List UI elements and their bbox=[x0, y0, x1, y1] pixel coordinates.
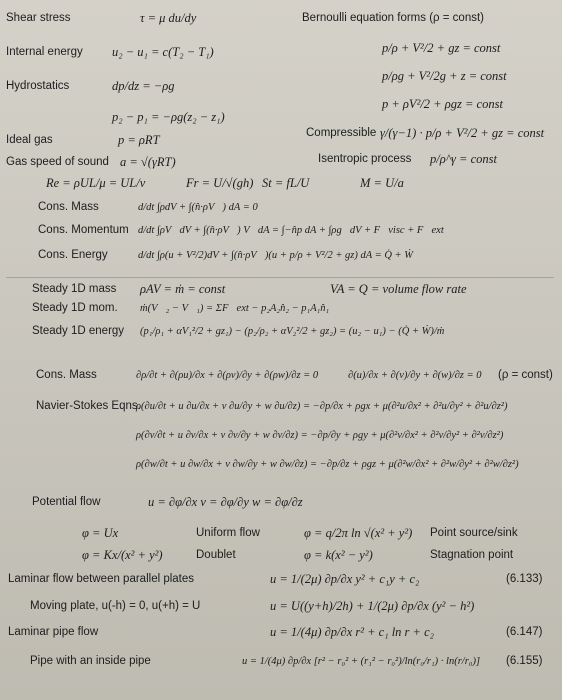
pipe-flow-label: Laminar pipe flow bbox=[8, 626, 99, 638]
annulus-formula: u = 1/(4μ) ∂p/∂x [r² − r₀² + (r₁² − r₀²)/ln(r₀/r₁) · ln(r/r₀)] bbox=[242, 656, 481, 667]
moving-plate-label: Moving plate, u(-h) = 0, u(+h) = U bbox=[30, 600, 201, 612]
navier-stokes-z: ρ(∂w/∂t + u ∂w/∂x + v ∂w/∂y + w ∂w/∂z) = −∂p/∂z + ρgz + μ(∂²w/∂x² + ∂²w/∂y² + ∂²w/∂z²) bbox=[136, 459, 519, 470]
bernoulli-form-3: p + ρV²/2 + ρgz = const bbox=[382, 97, 503, 111]
annulus-ref: (6.155) bbox=[506, 655, 543, 667]
stagnation-formula: φ = k(x² − y²) bbox=[304, 548, 373, 562]
parallel-plates-ref: (6.133) bbox=[506, 573, 543, 585]
cons-momentum-formula: d/dt ∫ρV⃗dV + ∫(n̂·ρV⃗) V⃗dA = ∫−n̂p dA + ∫ρg⃗dV + F⃗visc + F⃗ext bbox=[138, 225, 444, 236]
continuity-compressible: ∂ρ/∂t + ∂(ρu)/∂x + ∂(ρv)/∂y + ∂(ρw)/∂z = 0 bbox=[136, 370, 319, 381]
hydrostatics-formula: dp/dz = −ρg bbox=[112, 79, 175, 93]
speed-of-sound-formula: a = √(γRT) bbox=[120, 155, 176, 169]
bernoulli-form-1: p/ρ + V²/2 + gz = const bbox=[382, 41, 501, 55]
pipe-flow-formula: u = 1/(4μ) ∂p/∂x r² + c₁ ln r + c₂ bbox=[270, 625, 434, 639]
speed-of-sound-label: Gas speed of sound bbox=[6, 156, 109, 168]
cons-energy-formula: d/dt ∫ρ(u + V²/2)dV + ∫(n̂·ρV⃗)(u + p/ρ + V²/2 + gz) dA = Q̇ + Ẇ bbox=[138, 250, 413, 261]
hydrostatics-label: Hydrostatics bbox=[6, 80, 70, 92]
moving-plate-formula: u = U((y+h)/2h) + 1/(2μ) ∂p/∂x (y² − h²) bbox=[270, 599, 475, 613]
potential-flow-label: Potential flow bbox=[32, 496, 101, 508]
uniform-flow-label: Uniform flow bbox=[196, 527, 260, 539]
steady-momentum-label: Steady 1D mom. bbox=[32, 302, 118, 314]
doublet-formula: φ = Kx/(x² + y²) bbox=[82, 548, 163, 562]
constant-density-note: (ρ = const) bbox=[498, 369, 553, 381]
compressible-formula: γ/(γ−1) · p/ρ + V²/2 + gz = const bbox=[380, 126, 545, 140]
internal-energy-label: Internal energy bbox=[6, 46, 83, 58]
compressible-label: Compressible bbox=[306, 127, 377, 139]
navier-stokes-x: ρ(∂u/∂t + u ∂u/∂x + v ∂u/∂y + w ∂u/∂z) = −∂p/∂x + ρgx + μ(∂²u/∂x² + ∂²u/∂y² + ∂²u/∂z²) bbox=[136, 401, 508, 412]
doublet-label: Doublet bbox=[196, 549, 236, 561]
parallel-plates-label: Laminar flow between parallel plates bbox=[8, 573, 195, 585]
parallel-plates-formula: u = 1/(2μ) ∂p/∂x y² + c₁y + c₂ bbox=[270, 572, 420, 586]
source-sink-formula: φ = q/2π ln √(x² + y²) bbox=[304, 526, 413, 540]
steady-energy-label: Steady 1D energy bbox=[32, 325, 125, 337]
bernoulli-title: Bernoulli equation forms (ρ = const) bbox=[302, 12, 485, 24]
ideal-gas-formula: p = ρRT bbox=[118, 133, 160, 147]
strouhal-number: St = fL/U bbox=[262, 176, 310, 190]
navier-stokes-y: ρ(∂v/∂t + u ∂v/∂x + v ∂v/∂y + w ∂v/∂z) = −∂p/∂y + ρgy + μ(∂²v/∂x² + ∂²v/∂y² + ∂²v/∂z²) bbox=[136, 430, 504, 441]
isentropic-label: Isentropic process bbox=[318, 153, 412, 165]
differential-mass-label: Cons. Mass bbox=[36, 369, 97, 381]
pipe-flow-ref: (6.147) bbox=[506, 626, 543, 638]
velocity-potential-definitions: u = ∂φ/∂x v = ∂φ/∂y w = ∂φ/∂z bbox=[148, 495, 303, 509]
steady-mass-label: Steady 1D mass bbox=[32, 283, 117, 295]
shear-stress-label: Shear stress bbox=[6, 12, 71, 24]
cons-mass-formula: d/dt ∫ρdV + ∫(n̂·ρV⃗) dA = 0 bbox=[138, 202, 258, 213]
steady-mass-formula: ρAV = ṁ = const bbox=[140, 282, 226, 296]
bernoulli-form-2: p/ρg + V²/2g + z = const bbox=[382, 69, 507, 83]
source-sink-label: Point source/sink bbox=[430, 527, 518, 539]
steady-momentum-formula: ṁ(V⃗₂ − V⃗₁) = ΣF⃗ext − p₂A₂n̂₂ − p₁A₁n̂₁ bbox=[140, 303, 330, 314]
shear-stress-formula: τ = μ du/dy bbox=[140, 11, 197, 25]
isentropic-formula: p/ρ^γ = const bbox=[430, 152, 497, 166]
hydrostatic-difference-formula: p₂ − p₁ = −ρg(z₂ − z₁) bbox=[112, 110, 225, 124]
stagnation-label: Stagnation point bbox=[430, 549, 514, 561]
reynolds-number: Re = ρUL/μ = UL/ν bbox=[46, 176, 146, 190]
annulus-label: Pipe with an inside pipe bbox=[30, 655, 151, 667]
froude-number: Fr = U/√(gh) bbox=[186, 176, 254, 190]
volume-flow-rate: VA = Q = volume flow rate bbox=[330, 282, 467, 296]
mach-number: M = U/a bbox=[360, 176, 404, 190]
section-divider bbox=[6, 277, 554, 278]
ideal-gas-label: Ideal gas bbox=[6, 134, 53, 146]
cons-momentum-label: Cons. Momentum bbox=[38, 224, 129, 236]
continuity-incompressible: ∂(u)/∂x + ∂(v)/∂y + ∂(w)/∂z = 0 bbox=[348, 370, 482, 381]
cons-mass-label: Cons. Mass bbox=[38, 201, 99, 213]
uniform-flow-formula: φ = Ux bbox=[82, 526, 119, 540]
steady-energy-formula: (p₁/ρ₁ + αV₁²/2 + gz₁) − (p₂/ρ₂ + αV₂²/2 + gz₂) = (u₂ − u₁) − (Q̇ + Ẇ)/ṁ bbox=[140, 326, 445, 337]
internal-energy-formula: u₂ − u₁ = c(T₂ − T₁) bbox=[112, 45, 214, 59]
navier-stokes-label: Navier-Stokes Eqns. bbox=[36, 400, 141, 412]
cons-energy-label: Cons. Energy bbox=[38, 249, 108, 261]
